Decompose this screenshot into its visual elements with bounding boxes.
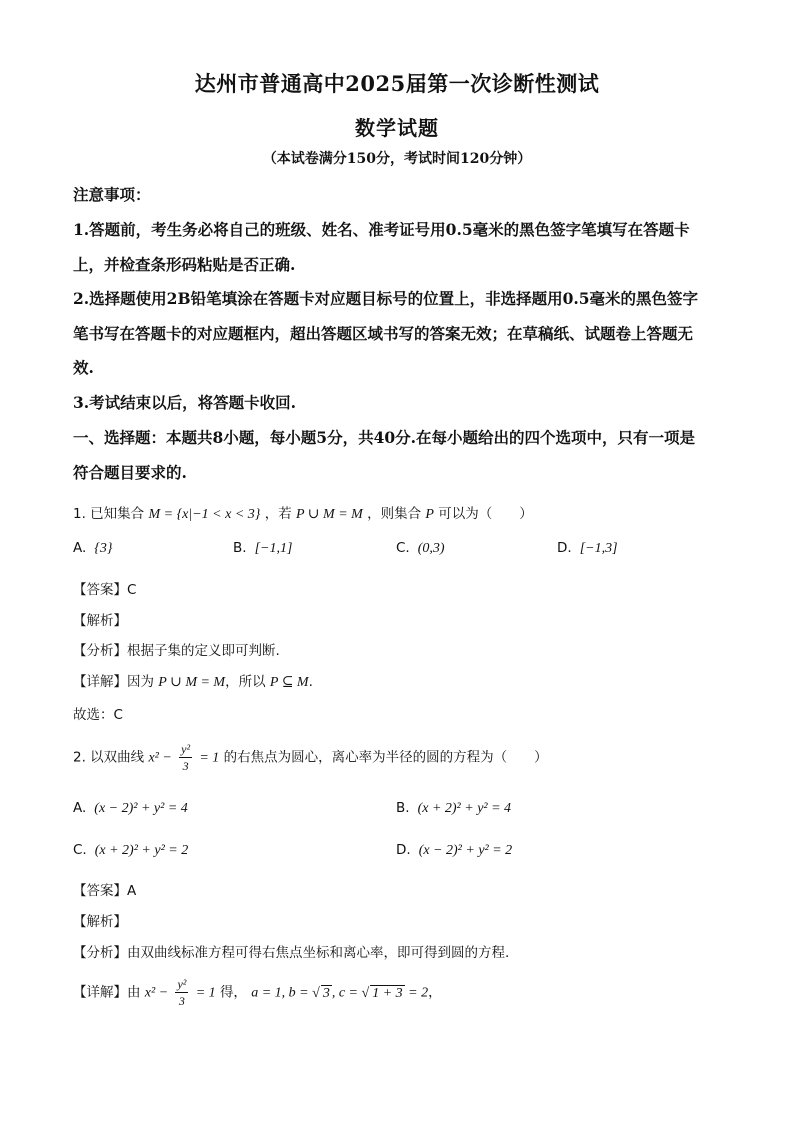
- q1-detail: 【详解】因为 P ∪ M = M，所以 P ⊆ M.: [73, 674, 313, 690]
- q2-answer: 【答案】A: [73, 883, 137, 899]
- notes-heading: 注意事项：: [73, 185, 151, 204]
- q2-option-b: B. (x + 2)² + y² = 4: [396, 800, 512, 816]
- section-1-line-2: 符合题目要求的.: [73, 463, 187, 482]
- note-1-line-2: 上，并检查条形码粘贴是否正确.: [73, 255, 296, 274]
- exam-info: （本试卷满分150分，考试时间120分钟）: [262, 151, 532, 167]
- q1-option-b: B. [−1,1]: [233, 540, 293, 556]
- q1-option-d: D. [−1,3]: [557, 540, 618, 556]
- note-2-line-2: 笔书写在答题卡的对应题框内，超出答题区域书写的答案无效；在草稿纸、试题卷上答题无: [73, 324, 694, 343]
- q1-conclusion: 故选：C: [73, 707, 123, 723]
- q1-answer: 【答案】C: [73, 582, 137, 598]
- q1-fenxi: 【分析】根据子集的定义即可判断.: [73, 643, 280, 659]
- note-3: 3.考试结束以后，将答题卡收回.: [73, 393, 297, 412]
- q2-analysis-tag: 【解析】: [73, 914, 127, 930]
- note-2-line-1: 2.选择题使用2B铅笔填涂在答题卡对应题目标号的位置上，非选择题用0.5毫米的黑色签字: [73, 289, 699, 308]
- q2-option-c: C. (x + 2)² + y² = 2: [73, 842, 189, 858]
- section-1-line-1: 一、选择题：本题共8小题，每小题5分，共40分.在每小题给出的四个选项中，只有一项是: [73, 428, 696, 447]
- note-1-line-1: 1.答题前，考生务必将自己的班级、姓名、准考证号用0.5毫米的黑色签字笔填写在答题卡: [73, 220, 690, 239]
- set-m-expression: M = {x|−1 < x < 3}: [148, 507, 261, 522]
- note-2-line-3: 效.: [73, 358, 94, 377]
- q2-option-a: A. (x − 2)² + y² = 4: [73, 800, 188, 816]
- union-condition: P ∪ M = M: [296, 507, 363, 522]
- exam-title: 达州市普通高中2025届第一次诊断性测试: [194, 71, 600, 96]
- q2-detail: 【详解】由 x² − $\frac{\text{y²}}{3}$ = 1 得， a = 1, b = √ 3 , c = √ 1 + 3 = 2，: [73, 977, 442, 1008]
- fraction-y2-over-3: $\frac{\text{y²}}{3}$: [181, 742, 191, 773]
- question-2-stem: 2. 以双曲线 x² − $\frac{\text{y²}}{3}$ = 1 的右焦点为圆心，离心率为半径的圆的方程为（ ）: [73, 742, 548, 773]
- q1-option-c: C. (0,3): [396, 540, 445, 556]
- q2-fenxi: 【分析】由双曲线标准方程可得右焦点坐标和离心率，即可得到圆的方程.: [73, 945, 510, 961]
- q1-analysis-tag: 【解析】: [73, 613, 127, 629]
- question-1-stem: 1. 已知集合 M = {x|−1 < x < 3} ，若 P ∪ M = M ，则集合 P 可以为（ ）: [73, 506, 533, 522]
- q2-option-d: D. (x − 2)² + y² = 2: [396, 842, 513, 858]
- q1-option-a: A. {3}: [73, 540, 113, 556]
- exam-subject: 数学试题: [355, 116, 439, 140]
